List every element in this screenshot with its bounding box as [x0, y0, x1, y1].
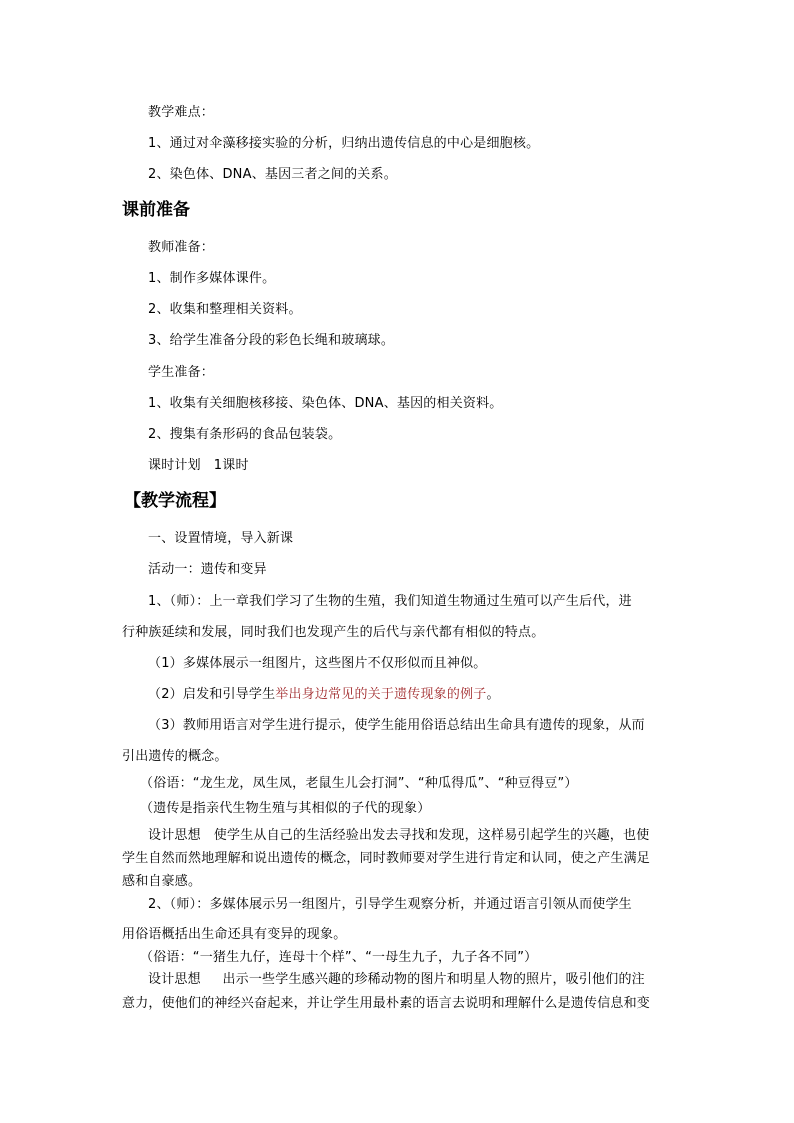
- teacher-prep-item-3: 3、给学生准备分段的彩色长绳和玻璃球。: [148, 333, 395, 348]
- section-1-title: 一、设置情境，导入新课: [148, 531, 294, 546]
- lesson-schedule: 课时计划 1课时: [148, 458, 249, 473]
- teacher-prep-item-1: 1、制作多媒体课件。: [148, 271, 276, 286]
- design-1-line-2: 学生自然而然地理解和说出遗传的概念，同时教师要对学生进行肯定和认同，使之产生满足: [122, 851, 651, 866]
- proverb-2: （俗语：“一猪生九仔，连母十个样”、“一母生九子，九子各不同”）: [140, 950, 538, 965]
- flow-title: 【教学流程】: [124, 491, 226, 511]
- heredity-definition: （遗传是指亲代生物生殖与其相似的子代的现象）: [140, 801, 431, 816]
- teacher-prep-item-2: 2、收集和整理相关资料。: [148, 302, 302, 317]
- student-prep-heading: 学生准备：: [148, 365, 215, 380]
- difficulty-item-1: 1、通过对伞藻移接实验的分析，归纳出遗传信息的中心是细胞核。: [148, 136, 540, 151]
- teacher-prep-heading: 教师准备：: [148, 240, 215, 255]
- paragraph-1-line-2: 行种族延续和发展，同时我们也发现产生的后代与亲代都有相似的特点。: [122, 625, 545, 640]
- activity-1-title: 活动一：遗传和变异: [148, 562, 267, 577]
- design-1-line-3: 感和自豪感。: [122, 874, 202, 889]
- preparation-title: 课前准备: [122, 200, 190, 220]
- design-2-line-2: 意力，使他们的神经兴奋起来，并让学生用最朴素的语言去说明和理解什么是遗传信息和变: [122, 996, 651, 1011]
- paragraph-5-line-2: 用俗语概括出生命还具有变异的现象。: [122, 927, 347, 942]
- student-prep-item-1: 1、收集有关细胞核移接、染色体、DNA、基因的相关资料。: [148, 396, 503, 411]
- paragraph-4-line-2: 引出遗传的概念。: [122, 749, 228, 764]
- paragraph-3-highlight: 举出身边常见的关于遗传现象的例子: [275, 687, 487, 702]
- difficulties-heading: 教学难点：: [148, 105, 215, 120]
- paragraph-2: （1）多媒体展示一组图片，这些图片不仅形似而且神似。: [148, 656, 487, 671]
- paragraph-4-line-1: （3）教师用语言对学生进行提示，使学生能用俗语总结出生命具有遗传的现象，从而: [148, 718, 645, 733]
- paragraph-5-line-1: 2、（师）：多媒体展示另一组图片，引导学生观察分析，并通过语言引领从而使学生: [148, 897, 632, 912]
- paragraph-1-line-1: 1、（师）：上一章我们学习了生物的生殖，我们知道生物通过生殖可以产生后代，进: [148, 594, 632, 609]
- difficulty-item-2: 2、染色体、DNA、基因三者之间的关系。: [148, 167, 397, 182]
- student-prep-item-2: 2、搜集有条形码的食品包装袋。: [148, 427, 342, 442]
- paragraph-3: [148, 686, 500, 704]
- design-1-line-1: 设计思想 使学生从自己的生活经验出发去寻找和发现，这样易引起学生的兴趣，也使: [148, 828, 650, 843]
- paragraph-3-text: （2）启发和引导学生: [148, 687, 276, 702]
- paragraph-3-end: 。: [486, 687, 500, 702]
- design-2-line-1: 设计思想 出示一些学生感兴趣的珍稀动物的图片和明星人物的照片，吸引他们的注: [148, 972, 645, 987]
- proverb-1: （俗语：“龙生龙，凤生凤，老鼠生儿会打洞”、“种瓜得瓜”、“种豆得豆”）: [140, 776, 578, 791]
